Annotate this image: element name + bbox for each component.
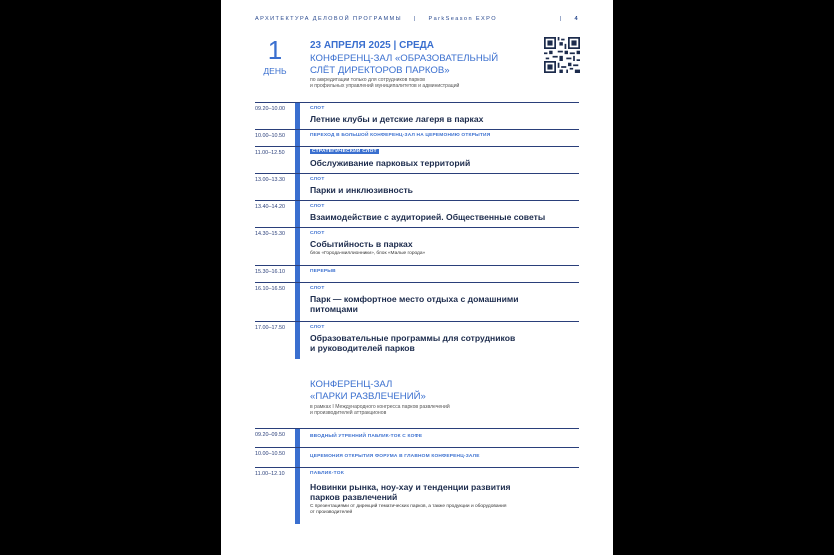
session-time: 11.00–12.50 [255, 150, 285, 156]
session-note: ЦЕРЕМОНИЯ ОТКРЫТИЯ ФОРУМА В ГЛАВНОМ КОНФЕРЕНЦ-ЗАЛЕ [310, 454, 480, 459]
session-time: 14.30–15.30 [255, 231, 285, 237]
schedule-row [255, 467, 579, 523]
session-subtitle [310, 504, 578, 516]
hall-title-line: КОНФЕРЕНЦ-ЗАЛ «ОБРАЗОВАТЕЛЬНЫЙ [310, 53, 499, 64]
session-title-line: и руководителей парков [310, 343, 415, 353]
hall-title [310, 53, 540, 76]
page-header [255, 16, 579, 22]
schedule-row [255, 428, 579, 447]
date-heading: 23 АПРЕЛЯ 2025 | СРЕДА [310, 40, 435, 51]
schedule-row [255, 282, 579, 321]
session-marker [295, 266, 300, 283]
schedule-row [255, 265, 579, 282]
session-type: ПАБЛИК-ТОК [310, 471, 345, 476]
session-note: ПЕРЕРЫВ [310, 269, 336, 274]
session-marker [295, 130, 300, 147]
session-marker [295, 448, 300, 468]
schedule-row [255, 200, 579, 227]
session-subtitle: блок «Города-миллионники», блок «Малые города» [310, 251, 426, 256]
session-time: 15.30–16.10 [255, 269, 285, 275]
schedule-row [255, 447, 579, 467]
header-brand: ParkSeason EXPO [428, 16, 498, 22]
session-title-line: парков развлечений [310, 492, 398, 502]
session-marker [295, 147, 300, 174]
session-marker [295, 103, 300, 130]
hall-title-line: «ПАРКИ РАЗВЛЕЧЕНИЙ» [310, 390, 426, 402]
session-time: 09.20–10.00 [255, 106, 285, 112]
session-time: 10.00–10.50 [255, 451, 285, 457]
session-marker [295, 322, 300, 359]
session-time: 13.00–13.30 [255, 177, 285, 183]
page-number: 4 [574, 16, 579, 22]
session-title [310, 333, 578, 353]
hall-note-line: по аккредитации только для сотрудников парков [310, 77, 426, 83]
session-time: 13.40–14.20 [255, 204, 285, 210]
header-section-title: АРХИТЕКТУРА ДЕЛОВОЙ ПРОГРАММЫ [255, 16, 402, 22]
session-title: Летние клубы и детские лагеря в парках [310, 114, 484, 124]
session-title-line: питомцами [310, 304, 358, 314]
hall-title [310, 379, 540, 402]
session-marker [295, 429, 300, 448]
session-subtitle-line: С презентациями от дирекций тематических парков, а также продукции и оборудования [310, 504, 507, 509]
session-title-line: Новинки рынка, ноу-хау и тенденции развития [310, 482, 511, 492]
session-type: СЛОТ [310, 286, 325, 291]
session-type-badge: СТРАТЕГИЧЕСКИЙ СЛОТ [312, 149, 377, 154]
day-label: ДЕНЬ [263, 66, 287, 76]
session-note: ВВОДНЫЙ УТРЕННИЙ ПАБЛИК-ТОК С КОФЕ [310, 434, 423, 439]
session-title-line: Образовательные программы для сотрудников [310, 333, 516, 343]
session-type: СЛОТ [310, 325, 325, 330]
session-marker [295, 228, 300, 266]
session-type: СЛОТ [310, 177, 325, 182]
schedule-row [255, 146, 579, 173]
session-time: 16.10–16.50 [255, 286, 285, 292]
qr-code-icon[interactable] [544, 37, 580, 73]
schedule-row [255, 102, 579, 129]
hall-title-line: СЛЁТ ДИРЕКТОРОВ ПАРКОВ» [310, 64, 450, 76]
session-time: 09.20–09.50 [255, 432, 285, 438]
day-number: 1 [267, 35, 283, 65]
session-title-line: Парк — комфортное место отдыха с домашними [310, 294, 519, 304]
hall-note-line: в рамках I Международного конгресса парков развлечений [310, 404, 450, 410]
session-title: Взаимодействие с аудиторией. Общественные советы [310, 212, 546, 222]
hall-note-line: и профильных управлений муниципалитетов и администраций [310, 83, 460, 90]
schedule-row [255, 227, 579, 265]
session-type: СЛОТ [310, 204, 325, 209]
session-title: Парки и инклюзивность [310, 185, 413, 195]
session-title [310, 482, 578, 502]
session-subtitle-line: от производителей [310, 510, 353, 515]
session-marker [295, 283, 300, 322]
session-type: СЛОТ [310, 231, 325, 236]
session-marker [295, 468, 300, 524]
schedule-row [255, 173, 579, 200]
header-separator: | [413, 16, 417, 22]
session-marker [295, 174, 300, 201]
hall-note [310, 77, 550, 89]
session-title: Событийность в парках [310, 239, 413, 249]
header-separator: | [559, 16, 563, 22]
session-note: ПЕРЕХОД В БОЛЬШОЙ КОНФЕРЕНЦ-ЗАЛ НА ЦЕРЕМОНИЮ ОТКРЫТИЯ [310, 133, 491, 138]
schedule-row [255, 129, 579, 146]
session-type: СЛОТ [310, 106, 325, 111]
session-title [310, 294, 578, 314]
program-page [221, 0, 613, 555]
hall-title-line: КОНФЕРЕНЦ-ЗАЛ [310, 379, 393, 390]
hall-note-line: и производителей аттракционов [310, 410, 387, 417]
hall-note [310, 404, 550, 416]
session-time: 17.00–17.50 [255, 325, 285, 331]
session-time: 11.00–12.10 [255, 471, 285, 477]
session-time: 10.00–10.50 [255, 133, 285, 139]
schedule-row [255, 321, 579, 358]
session-marker [295, 201, 300, 228]
session-title: Обслуживание парковых территорий [310, 158, 471, 168]
